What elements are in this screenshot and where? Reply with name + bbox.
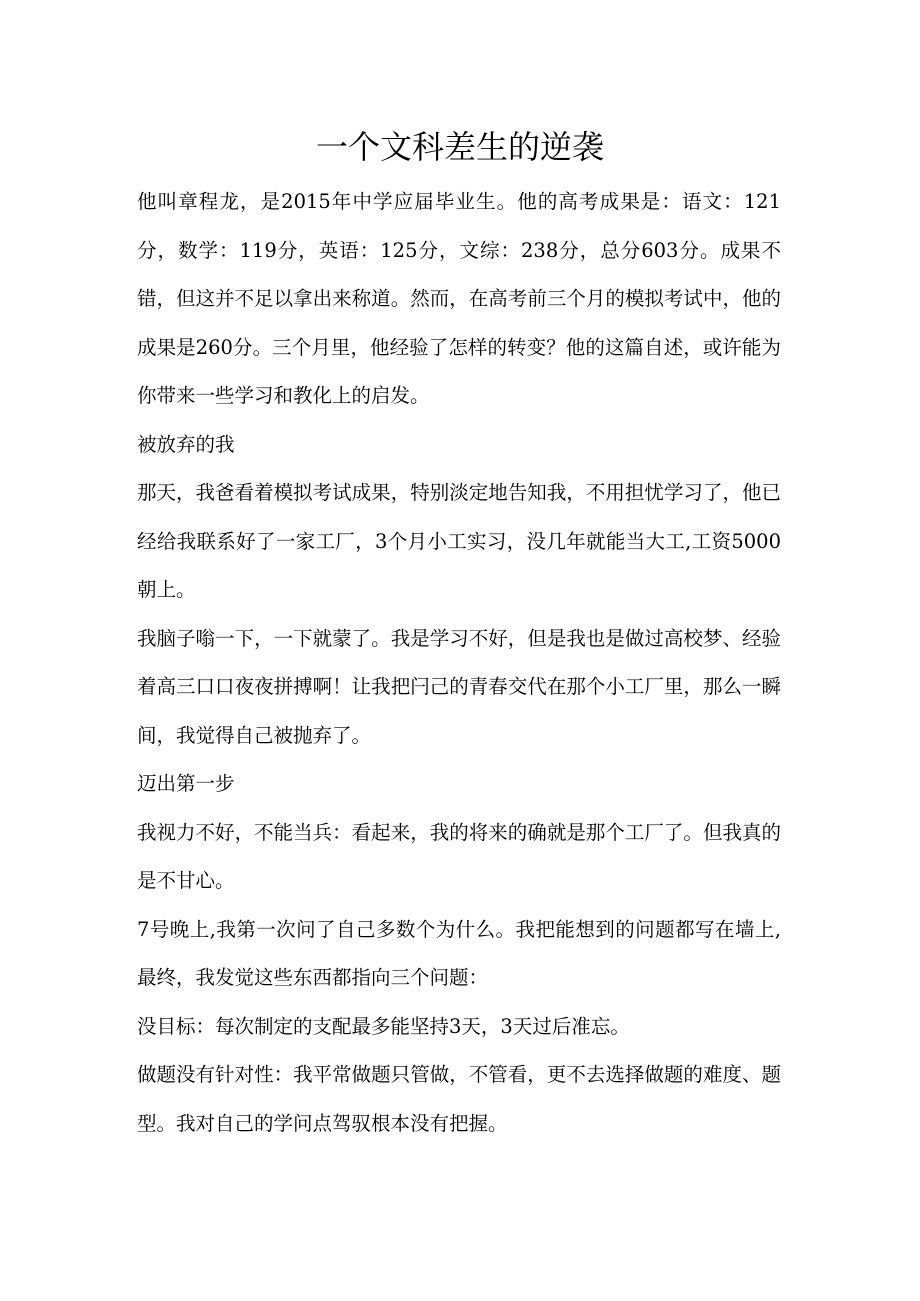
paragraph-no-focus: 做题没有针对性：我平常做题只管做，不管看，更不去选择做题的难度、题型。我对自己的学问点驾驭根本没有把握。 (137, 1063, 781, 1135)
paragraph-shock: 我脑子嗡一下，一下就蒙了。我是学习不好，但是我也是做过高校梦、经验着高三口口夜夜拼搏啊！让我把闩己的青春交代在那个小工厂里，那么一瞬间，我觉得自己被抛弃了。 (137, 626, 781, 747)
intro-paragraph: 他叫章程龙，是2015年中学应届毕业生。他的高考成果是：语文：121分，数学：119分，英语：125分，文综：238分，总分603分。成果不错，但这并不足以拿出来称道。然而，在高考前三个月的模拟考试中，他的成果是260分。三个月里，他经验了怎样的转变？他的这篇自述，或许能为你带来一些学习和教化上的启发。 (137, 190, 781, 407)
paragraph-no-goal: 没目标：每次制定的支配最多能坚持3天，3天过后准忘。 (137, 1014, 630, 1038)
paragraph-father-factory: 那天，我爸看着模拟考试成果，特别淡定地告知我，不用担忧学习了，他已经给我联系好了一家工厂，3个月小工实习，没几年就能当大工,工资5000朝上。 (137, 481, 781, 601)
document-body (137, 178, 781, 1148)
section-heading-abandoned: 被放弃的我 (137, 432, 235, 456)
paragraph-questions: 7号晚上,我第一次问了自己多数个为什么。我把能想到的问题都写在墙上,最终，我发觉这些东西都指向三个问题： (137, 917, 781, 989)
paragraph-eyesight: 我视力不好，不能当兵：看起来，我的将来的确就是那个工厂了。但我真的是不甘心。 (137, 820, 781, 892)
document-title: 一个文科差生的逆袭 (315, 128, 604, 166)
section-heading-first-step: 迈出第一步 (137, 772, 235, 795)
